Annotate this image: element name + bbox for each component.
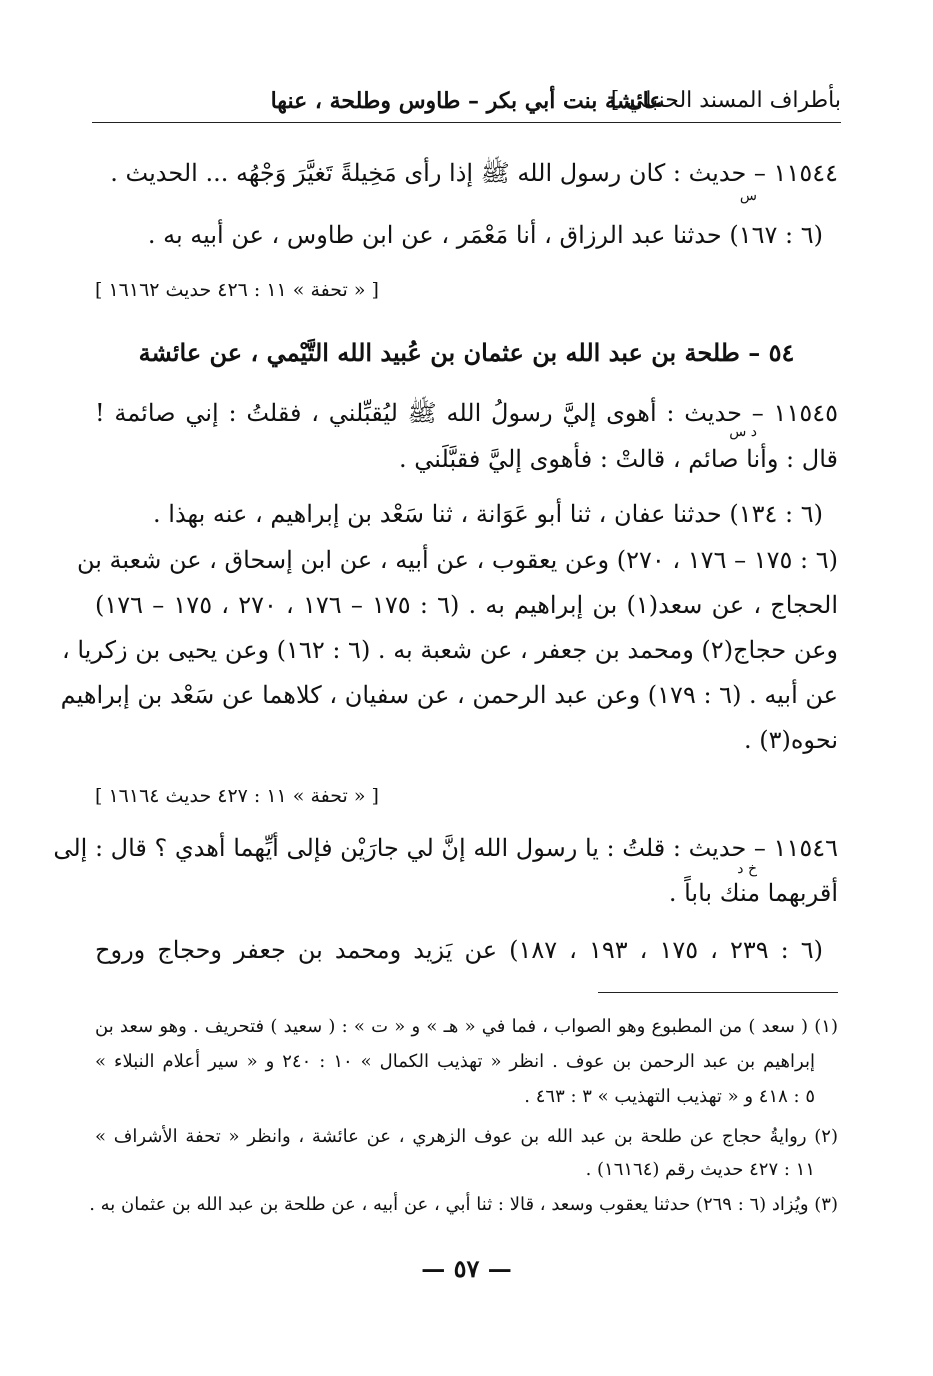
hadith-11546-text-1: ١١٥٤٦ – حديث : قلتُ : يا رسول الله إنَّ لي جارَيْن فإلى أيِّهما أهدي ؟ قال : إلى bbox=[53, 834, 838, 862]
footnote-1-line-1: (١) ( سعد ) من المطبوع وهو الصواب ، فما في « هـ » و « ت » : ( سعيد ) فتحريف . وهو سعد بن bbox=[95, 1016, 838, 1037]
footnote-1-line-2: إبراهيم بن عبد الرحمن بن عوف . انظر « تهذيب الكمال » ١٠ : ٢٤٠ و « سير أعلام النبلاء » bbox=[95, 1051, 815, 1072]
header-book-title: بأطراف المسند الحنبلي ] bbox=[610, 88, 841, 113]
footnote-separator bbox=[598, 992, 838, 993]
hadith-11544-sigla: س bbox=[739, 188, 757, 204]
hadith-11546-text-2: أقربهما منك باباً . bbox=[668, 879, 838, 907]
footnote-1-line-3: ٥ : ٤١٨ و « تهذيب التهذيب » ٣ : ٤٦٣ . bbox=[524, 1086, 815, 1107]
header-section-title: عائشة بنت أبي بكر – طاوس وطلحة ، عنها bbox=[270, 88, 663, 114]
hadith-11544-text: ١١٥٤٤ – حديث : كان رسول الله ﷺ إذا رأى مَخِيلةً تَغيَّرَ وَجْهُه ... الحديث . bbox=[110, 159, 838, 187]
running-header bbox=[92, 88, 841, 123]
hadith-11545-isnad-5: عن أبيه . (٦ : ١٧٩) وعن عبد الرحمن ، عن سفيان ، كلاهما عن سَعْد بن إبراهيم bbox=[60, 681, 838, 709]
chapter-heading: ٥٤ – طلحة بن عبد الله بن عثمان بن عُبيد الله التَّيْمي ، عن عائشة bbox=[138, 338, 795, 367]
page-number: — ٥٧ — bbox=[421, 1254, 512, 1283]
hadith-11544-tuhfa: [ « تحفة » ١١ : ٤٢٦ حديث ١٦١٦٢ ] bbox=[95, 279, 379, 301]
hadith-11544-isnad: (٦ : ١٦٧) حدثنا عبد الرزاق ، أنا مَعْمَر ، عن ابن طاوس ، عن أبيه به . bbox=[147, 221, 823, 249]
hadith-11545-text-2: قال : وأنا صائم ، قالتْ : فأهوى إليَّ فقبَّلَني . bbox=[399, 445, 838, 473]
hadith-11545-isnad-2: (٦ : ١٧٥ – ١٧٦ ، ٢٧٠) وعن يعقوب ، عن أبيه ، عن ابن إسحاق ، عن شعبة بن bbox=[76, 546, 838, 574]
footnote-2-line-1: (٢) روايةُ حجاج عن طلحة بن عبد الله بن عوف الزهري ، عن عائشة ، وانظر « تحفة الأشراف » bbox=[95, 1126, 838, 1147]
hadith-11546-sigla: خ د bbox=[737, 861, 757, 877]
hadith-11545-isnad-1: (٦ : ١٣٤) حدثنا عفان ، ثنا أبو عَوَانة ، ثنا سَعْد بن إبراهيم ، عنه بهذا . bbox=[153, 500, 823, 528]
hadith-11545-isnad-6: نحوه(٣) . bbox=[743, 726, 838, 754]
hadith-11545-isnad-4: وعن حجاج(٢) ومحمد بن جعفر ، عن شعبة به . (٦ : ١٦٢) وعن يحيى بن زكريا ، bbox=[61, 636, 838, 664]
hadith-11546-isnad: (٦ : ٢٣٩ ، ١٧٥ ، ١٩٣ ، ١٨٧) عن يَزيد ومحمد بن جعفر وحجاج وروح bbox=[95, 936, 824, 964]
footnote-2-line-2: ١١ : ٤٢٧ حديث رقم (١٦١٦٤) . bbox=[585, 1159, 815, 1180]
hadith-11545-tuhfa: [ « تحفة » ١١ : ٤٢٧ حديث ١٦١٦٤ ] bbox=[95, 785, 379, 807]
hadith-11545-sigla: د س bbox=[729, 424, 757, 440]
hadith-11545-isnad-3: الحجاج ، عن سعد(١) بن إبراهيم به . (٦ : ١٧٥ – ١٧٦ ، ٢٧٠ ، ١٧٥ – ١٧٦) bbox=[95, 591, 839, 619]
footnote-3: (٣) ويُزاد (٦ : ٢٦٩) حدثنا يعقوب وسعد ، قالا : ثنا أبي ، عن أبيه ، عن طلحة بن عبد الله بن عثمان به . bbox=[89, 1194, 838, 1215]
hadith-11545-text-1: ١١٥٤٥ – حديث : أهوى إليَّ رسولُ الله ﷺ ليُقبِّلني ، فقلتُ : إني صائمة ! bbox=[95, 399, 838, 427]
